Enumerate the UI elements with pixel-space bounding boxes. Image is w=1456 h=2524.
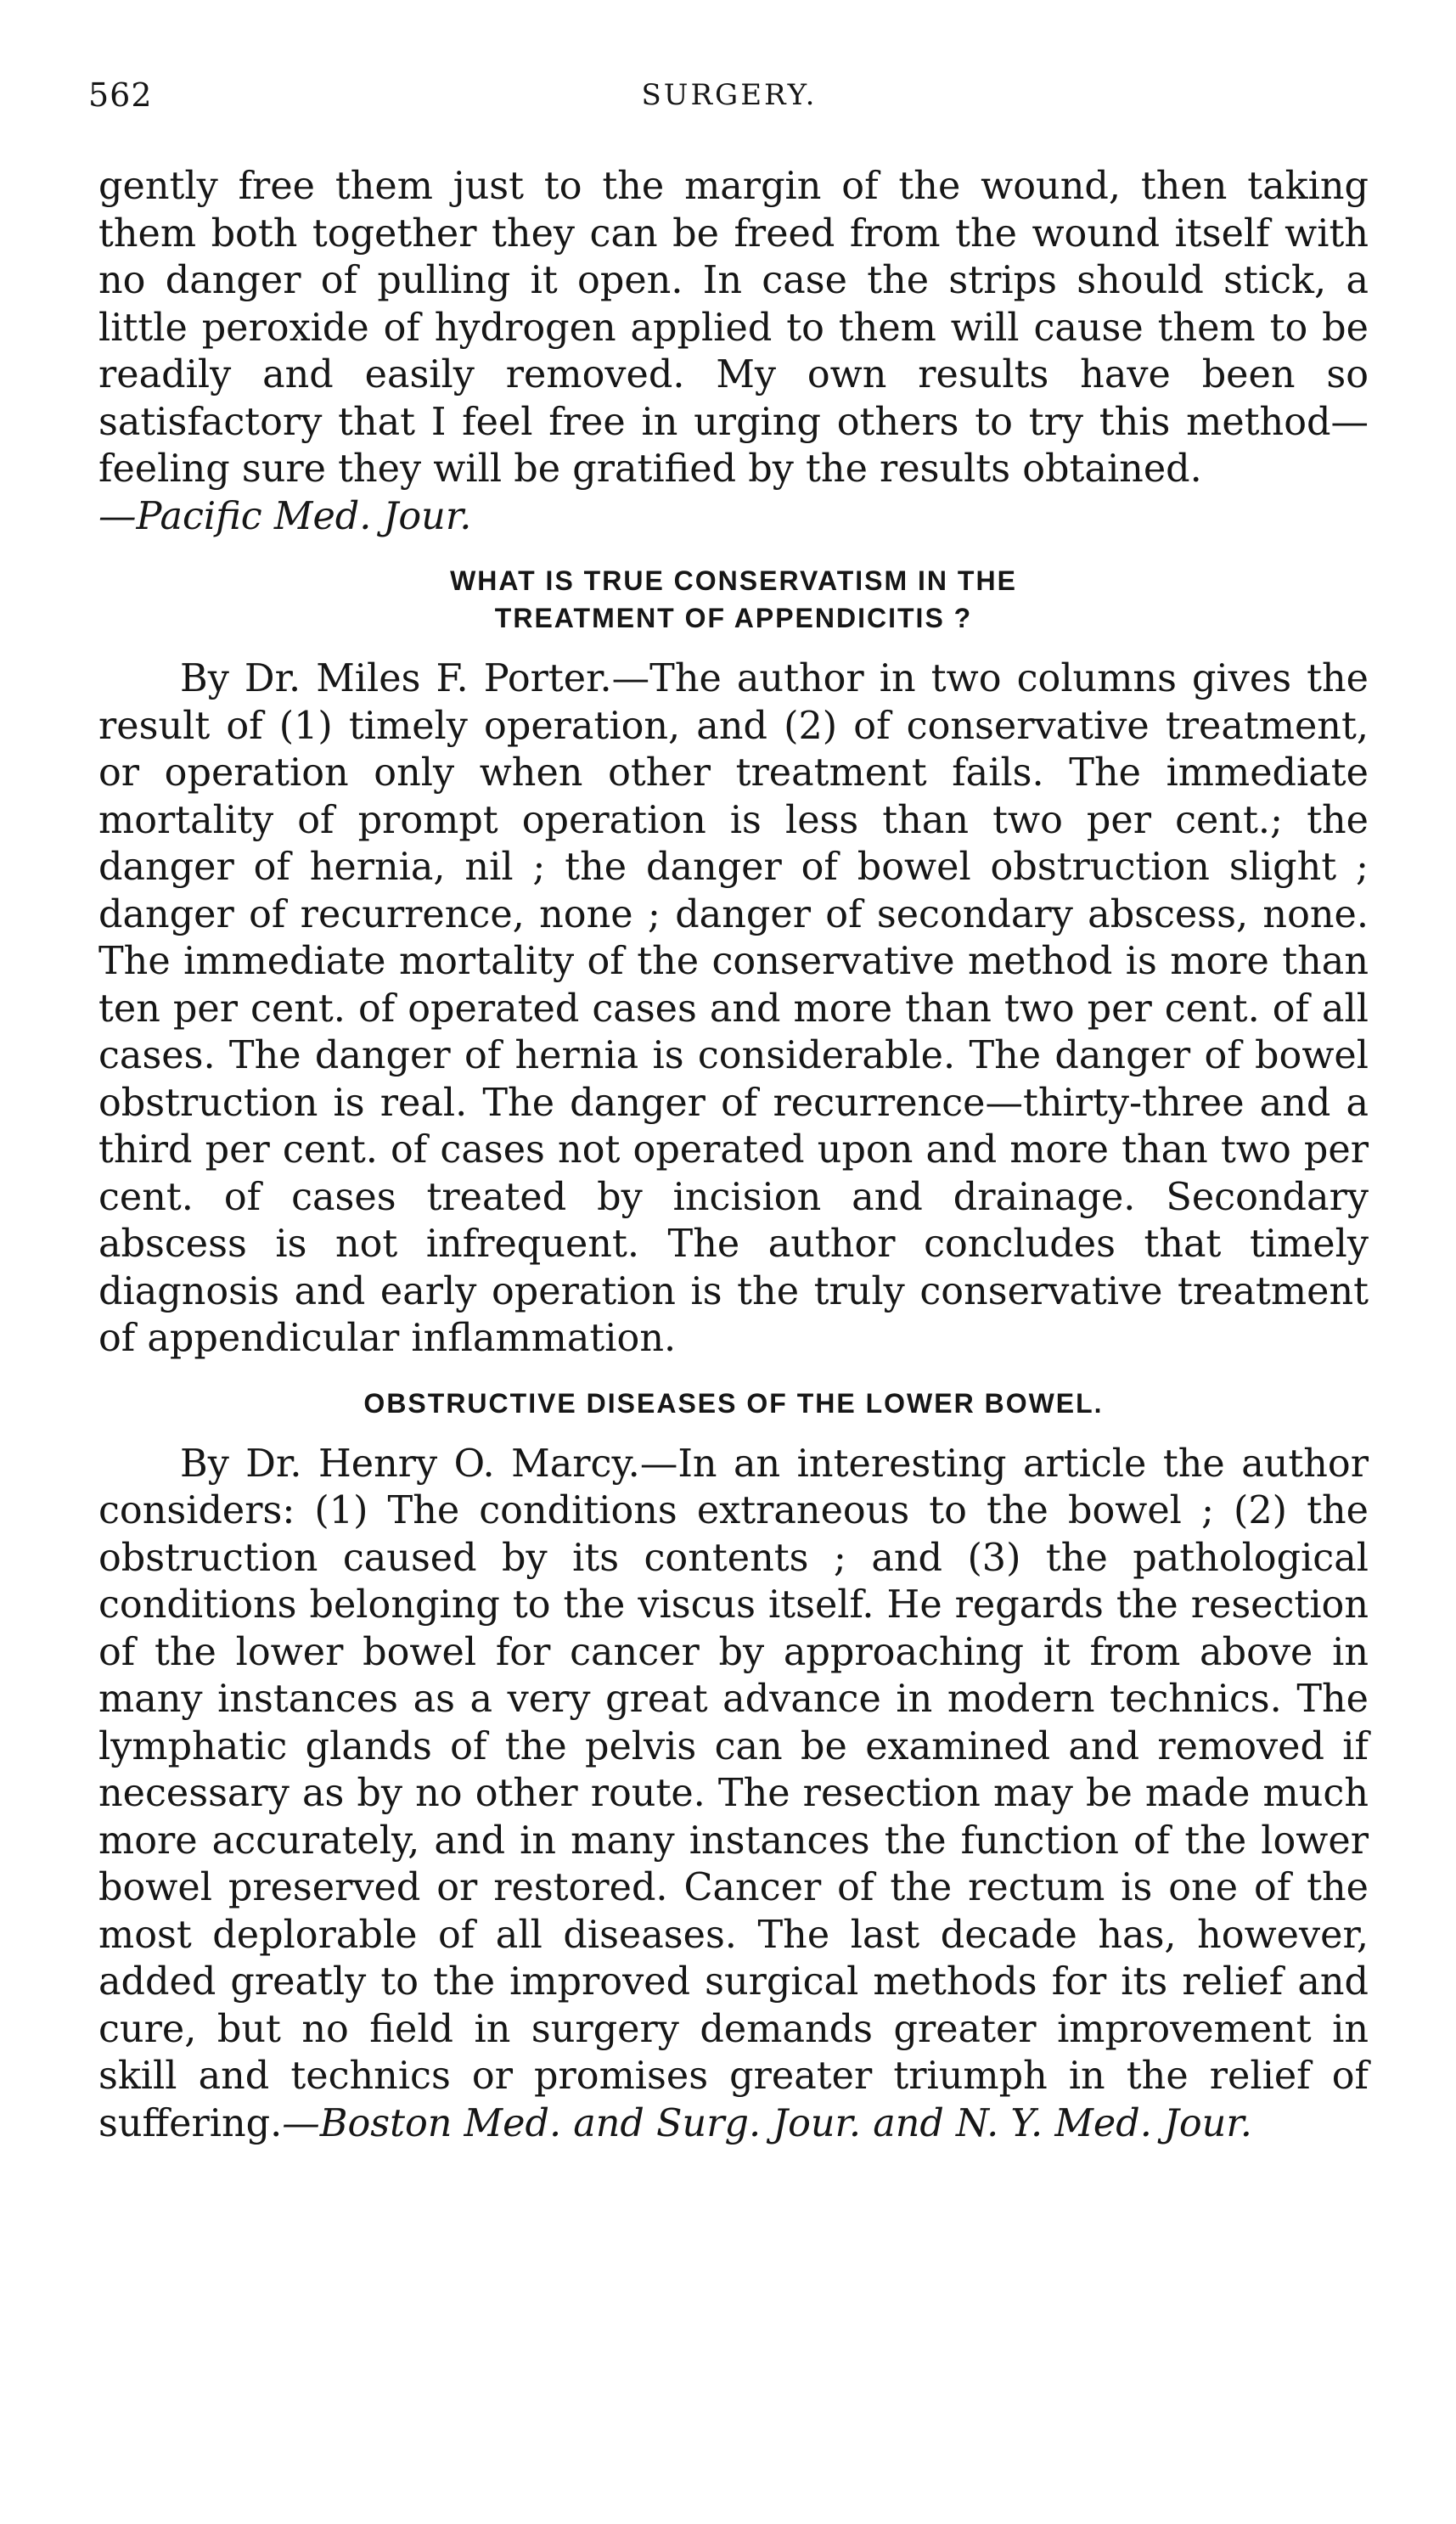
body-text [98, 163, 1369, 2147]
article-body-lower-bowel-text: By Dr. Henry O. Marcy.—In an interesting article the author considers: (1) The conditions extraneous to the bowel ; (2) the obstruction caused by its contents ; and (3) the pathological conditions belonging to the viscus itself. He regards the resection of the lower bowel for cancer by approaching it from above in many instances as a very great advance in modern technics. The lymphatic glands of the pelvis can be examined and removed if necessary as by no other route. The resection may be made much more accurately, and in many instances the function of the lower bowel preserved or restored. Cancer of the rectum is one of the most deplorable of all diseases. The last decade has, however, added greatly to the improved surgical methods for its relief and cure, but no field in surgery demands greater improvement in skill and technics or promises greater triumph in the relief of suffering. [98, 1442, 1369, 2145]
title-line-1: WHAT IS TRUE CONSERVATISM IN THE [450, 565, 1017, 596]
source-citation: —Pacific Med. Jour. [98, 494, 472, 538]
page-header [88, 76, 1370, 127]
continued-paragraph [98, 163, 1369, 540]
article-body-appendicitis: By Dr. Miles F. Porter.—The author in two columns gives the result of (1) timely operation, and (2) of conservative treatment, or operation only when other treatment fails. The immediate mortality of prompt operation is less than two per cent.; the danger of hernia, nil ; the danger of bowel obstruction slight ; danger of recurrence, none ; danger of secondary abscess, none. The immediate mortality of the conservative method is more than ten per cent. of operated cases and more than two per cent. of all cases. The danger of hernia is considerable. The danger of bowel obstruction is real. The danger of recurrence—thirty-three and a third per cent. of cases not operated upon and more than two per cent. of cases treated by incision and drainage. Secondary abscess is not infrequent. The author concludes that timely diagnosis and early operation is the truly conservative treatment of appendicular inflammation. [98, 657, 1369, 1360]
continued-paragraph-text: gently free them just to the margin of the wound, then taking them both together they can be freed from the wound itself with no danger of pulling it open. In case the strips should stick, a little peroxide of hydrogen applied to them will cause them to be readily and easily removed. My own results have been so satisfactory that I feel free in urging others to try this method—feeling sure they will be gratified by the results obtained. [98, 165, 1369, 491]
title-line-2: TREATMENT OF APPENDICITIS ? [494, 603, 973, 633]
running-head: SURGERY. [641, 78, 818, 112]
article-title-lower-bowel: OBSTRUCTIVE DISEASES OF THE LOWER BOWEL. [363, 1387, 1104, 1419]
article-title-appendicitis [98, 562, 1369, 637]
page-number: 562 [88, 76, 153, 114]
source-citation: —Boston Med. and Surg. Jour. and N. Y. Med. Jour. [282, 2101, 1252, 2145]
article-body-lower-bowel [98, 1441, 1369, 2148]
